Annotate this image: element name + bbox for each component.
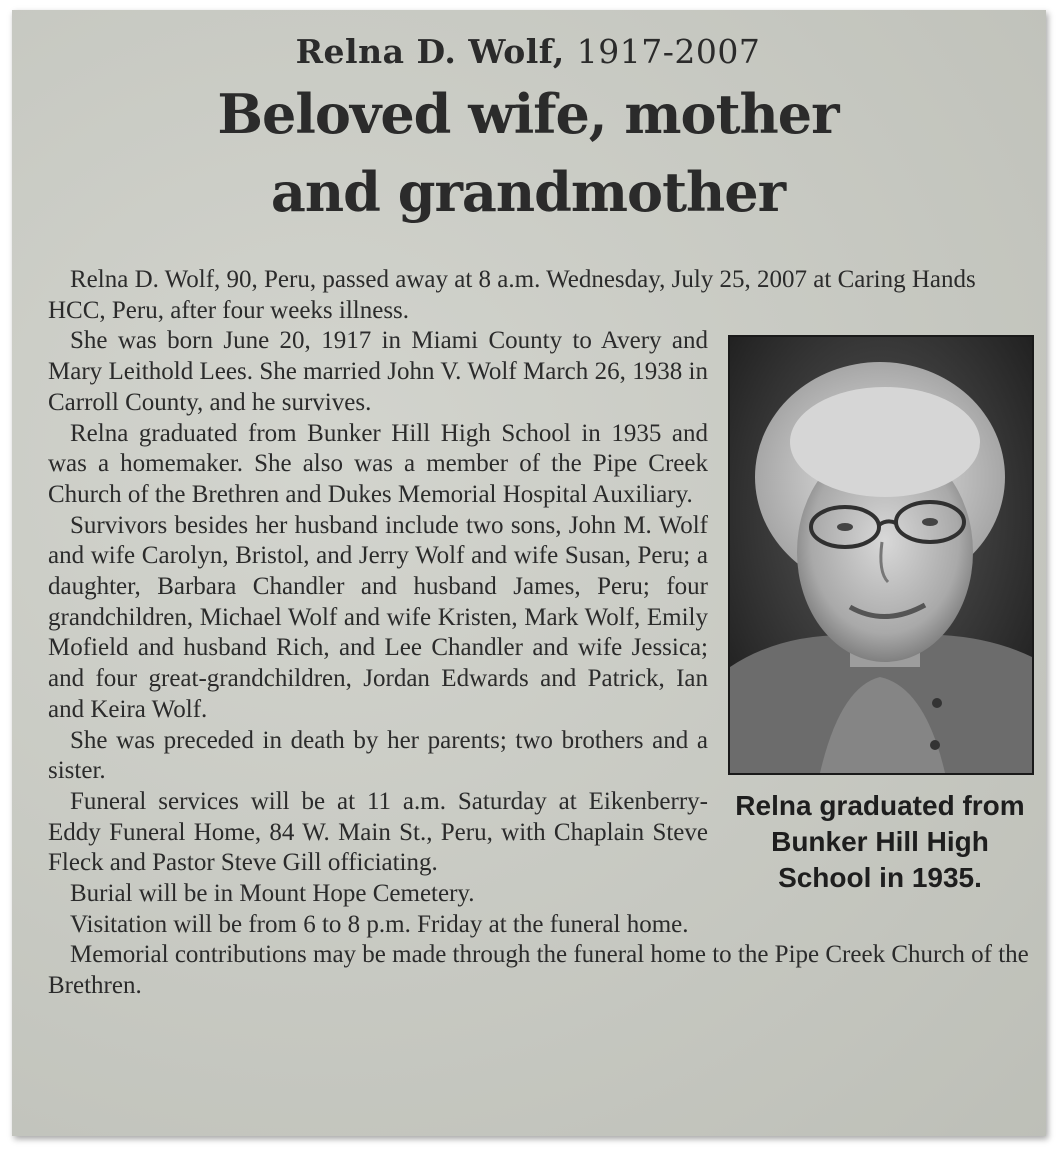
paragraph-memorial: Memorial contributions may be made through the funeral home to the Pipe Creek Church of the Brethren. xyxy=(48,941,1029,1000)
portrait-photo xyxy=(728,335,1034,775)
portrait-illustration xyxy=(730,337,1032,773)
photo-caption: Relna graduated from Bunker Hill High School in 1935. xyxy=(735,790,1025,893)
headline-line-2: and grandmother xyxy=(270,160,786,224)
obituary-name: Relna D. Wolf, xyxy=(295,32,565,71)
paragraph-preceded: She was preceded in death by her parents; two brothers and a sister. xyxy=(48,726,708,785)
paragraph-education: Relna graduated from Bunker Hill High School in 1935 and was a homemaker. She also was a member of the Pipe Creek Church of the Brethren and Dukes Memorial Hospital Auxiliary. xyxy=(48,419,708,508)
paragraph-burial: Burial will be in Mount Hope Cemetery. xyxy=(70,880,475,908)
obituary-header xyxy=(0,32,1056,231)
obituary-years: 1917-2007 xyxy=(576,32,761,71)
obituary-headline xyxy=(0,75,1056,231)
paragraph-survivors: Survivors besides her husband include two sons, John M. Wolf and wife Carolyn, Bristol, and Jerry Wolf and wife Susan, Peru; a daughter, Barbara Chandler and husband James, Peru; four grandchildren, Michael Wolf and wife Kristen, Mark Wolf, Emily Mofield and husband Rich, and Lee Chandler and wife Jessica; and four great-grandchildren, Jordan Edwards and Patrick, Ian and Keira Wolf. xyxy=(48,511,708,723)
paragraph-death-notice: Relna D. Wolf, 90, Peru, passed away at 8 a.m. Wednesday, July 25, 2007 at Caring Hands HCC, Peru, after four weeks illness. xyxy=(48,266,976,324)
paragraph-birth-marriage: She was born June 20, 1917 in Miami County to Avery and Mary Leithold Lees. She married John V. Wolf March 26, 1938 in Carroll County, and he survives. xyxy=(48,327,708,416)
paragraph-visitation: Visitation will be from 6 to 8 p.m. Friday at the funeral home. xyxy=(70,910,689,938)
paragraph-funeral: Funeral services will be at 11 a.m. Saturday at Eikenberry-Eddy Funeral Home, 84 W. Main St., Peru, with Chaplain Steve Fleck and Pastor Steve Gill officiating. xyxy=(48,787,708,877)
headline-line-1: Beloved wife, mother xyxy=(217,82,839,146)
obituary-name-line xyxy=(0,32,1056,71)
newspaper-clipping xyxy=(12,10,1046,1136)
